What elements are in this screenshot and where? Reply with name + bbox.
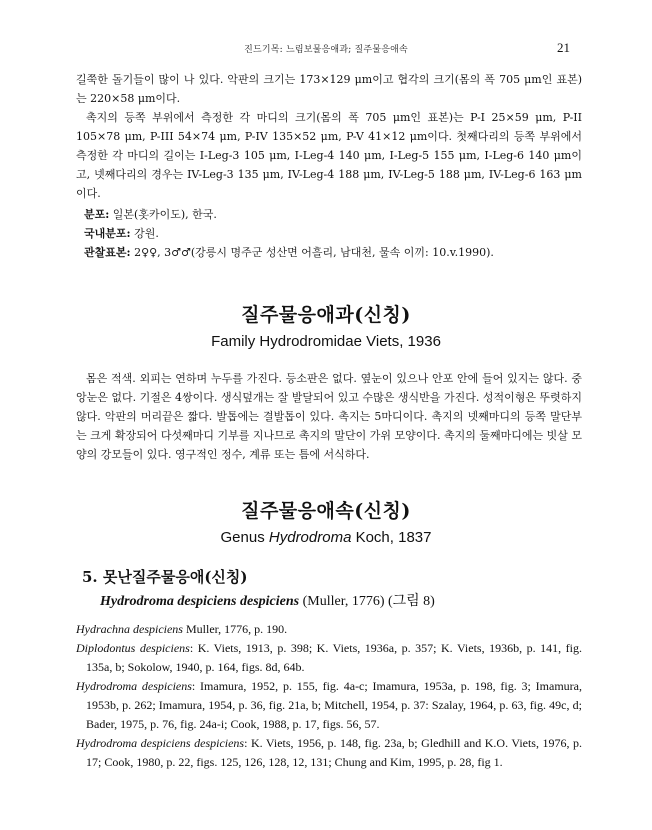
intro-paragraph-1: 길쭉한 돌기들이 많이 나 있다. 악판의 크기는 173×129 μm이고 협각의 크기(몸의 폭 705 μm인 표본)는 220×58 μm이다. <box>76 73 582 105</box>
genus-heading <box>0 496 652 546</box>
family-title-korean: 질주물응애과(신칭) <box>241 304 411 326</box>
synonym-entry <box>76 677 582 734</box>
synonym-entry <box>76 620 582 639</box>
family-heading <box>0 300 652 350</box>
synonym-refs: : Imamura, 1952, p. 155, fig. 4a-c; Imamura, 1953a, p. 198, fig. 3; Imamura, 1953b, p. 262; Imamura, 1954, p. 36, fig. 21a, b; Mitchell, 1954, p. 37: Szalay, 1964, p. 63, fig. 49c, d; Bader, 1975, p. 76, fig. 24a-i; Cook, 1988, p. 17, figs. 56, 57. <box>86 679 582 731</box>
synonym-entry <box>76 734 582 772</box>
domestic-distribution-line <box>84 224 584 243</box>
domestic-distribution-label: 국내분포: <box>84 227 131 240</box>
species-scientific-name: Hydrodroma despiciens despiciens <box>100 594 300 609</box>
synonym-refs: : K. Viets, 1956, p. 148, fig. 23a, b; Gledhill and K.O. Viets, 1976, p. 17; Cook, 1980, p. 22, figs. 125, 126, 128, 12, 131; Chung and Kim, 1995, p. 28, fig 1. <box>86 736 582 769</box>
species-scientific-line <box>100 590 582 610</box>
page-number: 21 <box>557 40 570 55</box>
species-number: 5. <box>82 568 98 586</box>
intro-text <box>76 70 582 203</box>
species-korean-name: 못난질주물응애(신칭) <box>102 568 248 586</box>
synonym-name: Hydrachna despiciens <box>76 622 183 636</box>
intro-paragraph-2: 촉지의 등쪽 부위에서 측정한 각 마디의 크기(몸의 폭 705 μm인 표본)는 P-I 25×59 μm, P-II 105×78 μm, P-III 54×74 μm, P-IV 135×52 μm, P-V 41×12 μm이다. 첫째다리의 등쪽 부위에서 측정한 각 마디의 길이는 I-Leg-3 105 μm, I-Leg-4 140 μm, I-Leg-5 155 μm, I-Leg-6 140 μm이고, 넷째다리의 경우는 IV-Leg-3 135 μm, IV-Leg-4 188 μm, IV-Leg-5 188 μm, IV-Leg-6 163 μm이다. <box>76 111 582 200</box>
synonym-name: Hydrodroma despiciens <box>76 679 192 693</box>
running-title: 진드기목: 느림보물응애과; 질주물응애속 <box>244 45 408 55</box>
genus-title-korean: 질주물응애속(신칭) <box>241 500 411 522</box>
specimen-label: 관찰표본: <box>84 246 131 259</box>
family-title-english: Family Hydrodromidae Viets, 1936 <box>211 333 441 350</box>
distribution-line <box>84 205 584 224</box>
running-header <box>0 42 652 58</box>
species-author: (Muller, 1776) (그림 8) <box>299 594 435 609</box>
species-korean-line <box>82 566 582 587</box>
family-description: 몸은 적색. 외피는 연하며 누두를 가진다. 등소판은 없다. 옆눈이 있으나 안포 안에 들어 있지는 않다. 중앙눈은 없다. 기절은 4쌍이다. 생식덮개는 잘 발달되어 있고 수많은 생식반을 가진다. 성적이형은 뚜렷하지 않다. 악판의 머리끝은 짧다. 발톱에는 결발톱이 있다. 촉지는 5마디이다. 촉지의 넷째마디의 등쪽 말단부는 크게 확장되어 다섯째마디 기부를 지나므로 촉지의 말단이 가위 모양이다. 촉지의 둘째마디에는 빗살 모양의 강모들이 있다. 영구적인 정수, 계류 또는 틈에 서식하다. <box>76 372 582 461</box>
synonym-name: Hydrodroma despiciens despiciens <box>76 736 245 750</box>
distribution-value: 일본(홋카이도), 한국. <box>109 208 217 221</box>
genus-author: Koch, 1837 <box>351 529 432 546</box>
specimen-line <box>84 243 584 262</box>
genus-title-english <box>0 529 652 546</box>
species-heading <box>82 566 582 610</box>
synonym-name: Diplodontus despiciens <box>76 641 190 655</box>
genus-name: Hydrodroma <box>268 529 352 546</box>
synonym-refs: : K. Viets, 1913, p. 398; K. Viets, 1936a, p. 357; K. Viets, 1936b, p. 141, fig. 135a, b; Sokolow, 1940, p. 164, figs. 8d, 64b. <box>86 641 582 674</box>
specimen-value: 2♀♀, 3♂♂(강릉시 명주군 성산면 어흘리, 남대천, 물속 이끼: 10.v.1990). <box>130 246 494 259</box>
synonym-refs: Muller, 1776, p. 190. <box>182 622 288 636</box>
distribution-label: 분포: <box>84 208 110 221</box>
distribution-block <box>84 205 584 262</box>
genus-prefix: Genus <box>220 529 269 546</box>
synonym-entry <box>76 639 582 677</box>
synonymy-list <box>76 620 582 772</box>
domestic-distribution-value: 강원. <box>130 227 159 240</box>
